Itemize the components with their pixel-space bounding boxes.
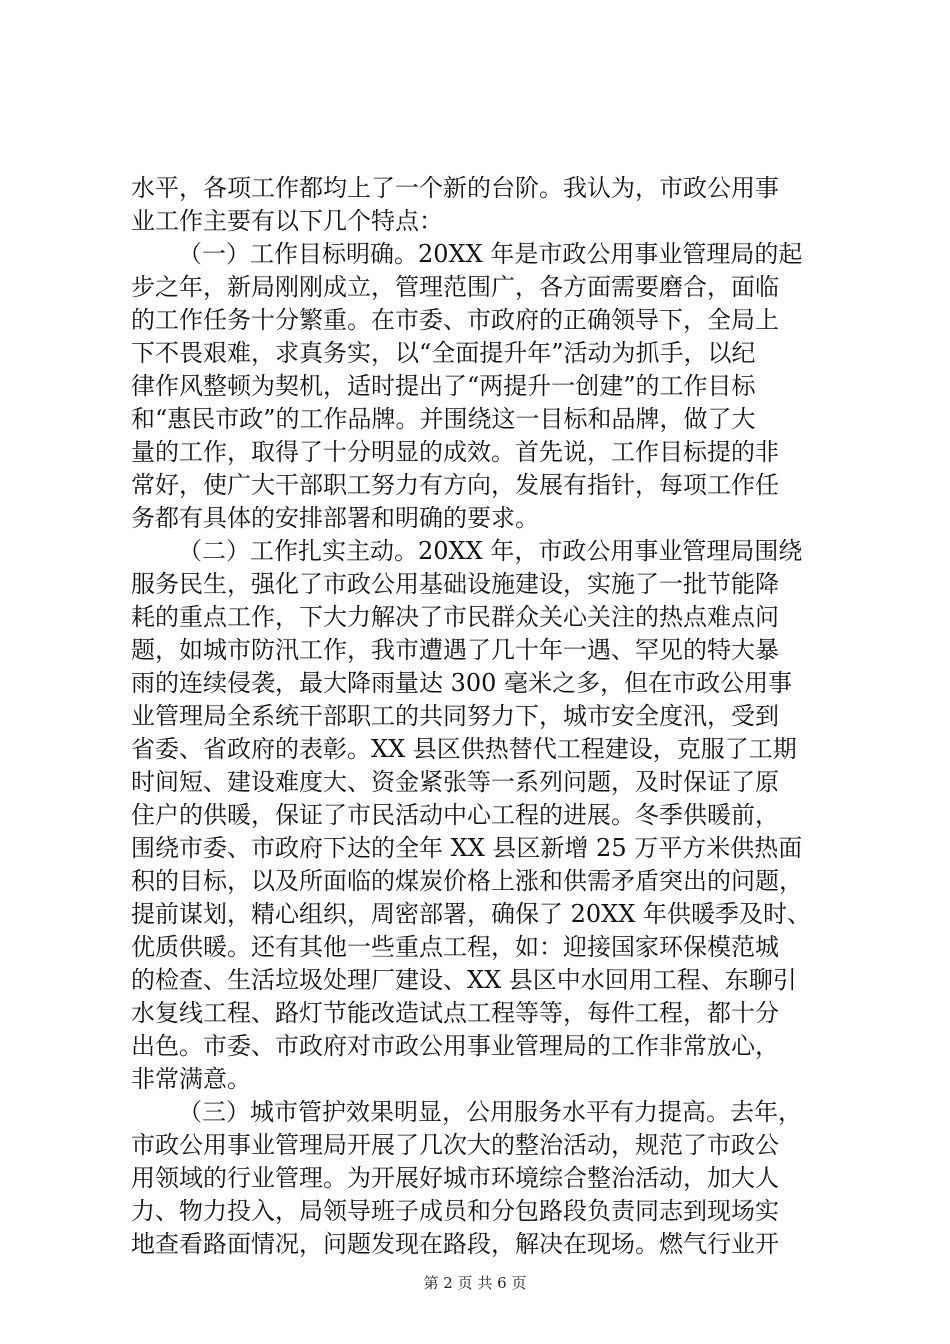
text-line: 量的工作，取得了十分明显的成效。首先说，工作目标提的非 xyxy=(131,438,779,466)
text-line: 住户的供暖，保证了市民活动中心工程的进展。冬季供暖前， xyxy=(131,801,779,829)
text-line: 力、物力投入，局领导班子成员和分包路段负责同志到现场实 xyxy=(131,1197,779,1225)
text-line: 的工作任务十分繁重。在市委、市政府的正确领导下，全局上 xyxy=(131,306,779,334)
text-line: 的检查、生活垃圾处理厂建设、XX 县区中水回用工程、东聊引 xyxy=(131,966,797,994)
text-line: （二）工作扎实主动。20XX 年，市政公用事业管理局围绕 xyxy=(178,537,803,565)
text-line: 常好，使广大干部职工努力有方向，发展有指针，每项工作任 xyxy=(131,471,779,499)
text-line: 非常满意。 xyxy=(131,1065,251,1093)
text-line: 雨的连续侵袭，最大降雨量达 300 毫米之多，但在市政公用事 xyxy=(131,669,793,697)
text-line: 用领域的行业管理。为开展好城市环境综合整治活动，加大人 xyxy=(131,1164,779,1192)
text-line: （一）工作目标明确。20XX 年是市政公用事业管理局的起 xyxy=(178,240,803,268)
page-footer: 第 2 页 共 6 页 xyxy=(423,1274,527,1292)
text-line: （三）城市管护效果明显，公用服务水平有力提高。去年， xyxy=(178,1098,802,1126)
document-body xyxy=(131,172,827,1261)
text-line: 出色。市委、市政府对市政公用事业管理局的工作非常放心， xyxy=(131,1032,779,1060)
text-line: 步之年，新局刚刚成立，管理范围广，各方面需要磨合，面临 xyxy=(131,273,779,301)
text-line: 优质供暖。还有其他一些重点工程，如：迎接国家环保模范城 xyxy=(131,933,779,961)
text-line: 服务民生，强化了市政公用基础设施建设，实施了一批节能降 xyxy=(131,570,779,598)
text-line: 业工作主要有以下几个特点： xyxy=(131,207,443,235)
text-line: 业管理局全系统干部职工的共同努力下，城市安全度汛，受到 xyxy=(131,702,779,730)
text-line: 地查看路面情况，问题发现在路段，解决在现场。燃气行业开 xyxy=(131,1230,779,1258)
text-line: 题，如城市防汛工作，我市遭遇了几十年一遇、罕见的特大暴 xyxy=(131,636,779,664)
text-line: 积的目标，以及所面临的煤炭价格上涨和供需矛盾突出的问题， xyxy=(131,867,803,895)
text-line: 水平，各项工作都均上了一个新的台阶。我认为，市政公用事 xyxy=(131,174,779,202)
text-line: 提前谋划，精心组织，周密部署，确保了 20XX 年供暖季及时、 xyxy=(131,900,811,928)
text-line: 下不畏艰难，求真务实，以“全面提升年”活动为抓手，以纪 xyxy=(131,339,756,367)
text-line: 时间短、建设难度大、资金紧张等一系列问题，及时保证了原 xyxy=(131,768,779,796)
text-line: 省委、省政府的表彰。XX 县区供热替代工程建设，克服了工期 xyxy=(131,735,797,763)
text-line: 律作风整顿为契机，适时提出了“两提升一创建”的工作目标 xyxy=(131,372,756,400)
text-line: 水复线工程、路灯节能改造试点工程等等，每件工程，都十分 xyxy=(131,999,779,1027)
text-line: 和“惠民市政”的工作品牌。并围绕这一目标和品牌，做了大 xyxy=(131,405,756,433)
text-line: 市政公用事业管理局开展了几次大的整治活动，规范了市政公 xyxy=(131,1131,779,1159)
text-line: 围绕市委、市政府下达的全年 XX 县区新增 25 万平方米供热面 xyxy=(131,834,803,862)
text-line: 耗的重点工作，下大力解决了市民群众关心关注的热点难点问 xyxy=(131,603,779,631)
text-line: 务都有具体的安排部署和明确的要求。 xyxy=(131,504,539,532)
